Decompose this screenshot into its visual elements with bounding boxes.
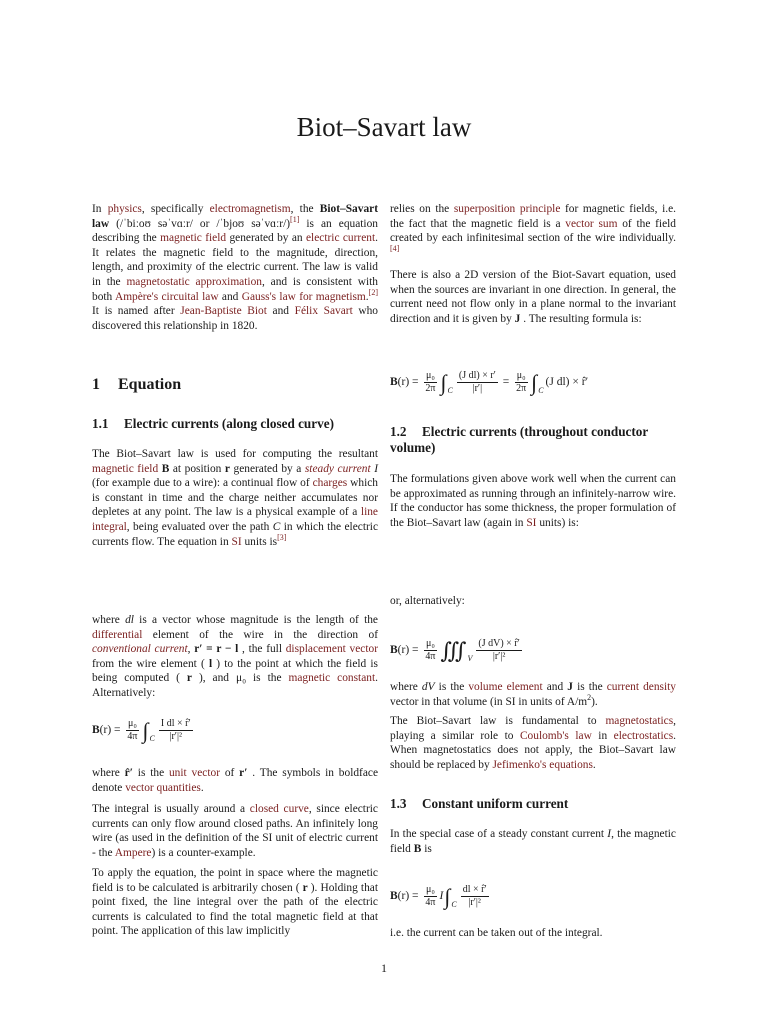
link-jefimenkos-equations[interactable]: Jefimenko's equations	[492, 758, 593, 771]
ref-3[interactable]: [3]	[277, 532, 287, 542]
paragraph-unit-vector: where r̂′ is the unit vector of r′ . The symbols in boldface denote vector quantities.	[92, 767, 379, 794]
equation-volume-integral: B (r) = $\frac{\text{μ₀}}{4\pi}$ ∭ V $\frac{\text{(J dV) × r̂′}}{\text{|r′|²}}$	[390, 637, 520, 664]
paragraph-superposition: relies on the superposition principle for magnetic fields, i.e. the fact that the magnetic field is a vector sum of the field created by each infinitesimal section of the wire individually.[4]	[390, 203, 676, 253]
equation-biot-savart-line: B (r) = $\frac{\text{μ₀}}{4\pi}$ ∫ C $\frac{\text{I dl × r̂′}}{\text{|r′|²}}$	[92, 717, 191, 744]
link-magnetic-field-2[interactable]: magnetic field	[92, 462, 159, 475]
link-steady-current[interactable]: steady current	[304, 462, 371, 475]
paragraph-alternatively: or, alternatively:	[390, 595, 465, 607]
link-si-2[interactable]: SI	[526, 516, 537, 529]
subsection-heading-constant-current: 1.3 Constant uniform current	[390, 796, 569, 811]
link-magnetostatics[interactable]: magnetostatics	[605, 715, 674, 727]
equation-constant-current: B (r) = $\frac{\text{μ₀}}{4\pi}$ I ∫ C $\frac{dl \times r̂'}{\text{|r′|²}}$	[390, 883, 487, 910]
link-electromagnetism[interactable]: electromagnetism	[209, 203, 291, 215]
section-heading-equation: 1 Equation	[92, 376, 182, 393]
paragraph-apply-equation: To apply the equation, the point in space where the magnetic field is to be calculated is arbitrarily chosen ( r ). Holding that point fixed, the line integral over the path of the electric currents is calculated to find the total magnetic field at that point. The application of this law implicitly	[92, 867, 378, 938]
paragraph-magnetostatics: The Biot–Savart law is fundamental to magnetostatics, playing a similar role to Coulomb's law in electrostatics. When magnetostatics does not apply, the Biot–Savart law should be replaced by Jefimenko's equations.	[390, 715, 676, 771]
link-si[interactable]: SI	[231, 535, 242, 548]
paragraph-where-dl: where dl is a vector whose magnitude is the length of the differential element of the wire in the direction of conventional current, r′ = r − l , the full displacement vector from the wire element ( l ) to the point at which the field is being computed ( r ), and μ₀ is the magnetic constant. Alternatively:	[92, 614, 379, 699]
link-coulombs-law[interactable]: Coulomb's law	[519, 729, 592, 742]
link-charges[interactable]: charges	[312, 477, 348, 490]
link-volume-element[interactable]: volume element	[468, 681, 543, 693]
link-physics[interactable]: physics	[107, 203, 142, 215]
link-displacement-vector[interactable]: displacement vector	[285, 643, 378, 656]
link-amperes-law[interactable]: Ampère's circuital law	[114, 290, 219, 303]
link-current-density[interactable]: current density	[606, 681, 676, 693]
subsection-heading-closed-curve: 1.1 Electric currents (along closed curve)	[92, 416, 334, 431]
ref-1[interactable]: [1]	[290, 214, 300, 224]
link-electrostatics[interactable]: electrostatics	[613, 729, 674, 742]
paragraph-closed-curve-integral: The integral is usually around a closed curve, since electric currents can only flow around closed paths. An infinitely long wire (as used in the definition of the SI unit of electric current - the Ampere) is a counter-example.	[92, 803, 378, 859]
paragraph-current-out: i.e. the current can be taken out of the integral.	[390, 927, 603, 939]
paragraph-special-case: In the special case of a steady constant current I, the magnetic field B is	[390, 828, 676, 855]
paragraph-volume-formulation: The formulations given above work well when the current can be approximated as running through an infinitely-narrow wire. If the conductor has some thickness, the proper formulation of the Biot–Savart law (again in SI units) is:	[390, 473, 676, 529]
link-ampere[interactable]: Ampere	[114, 846, 152, 859]
link-magnetic-constant[interactable]: magnetic constant	[288, 672, 376, 685]
link-biot[interactable]: Jean-Baptiste Biot	[180, 305, 267, 318]
link-closed-curve[interactable]: closed curve	[249, 803, 309, 815]
link-vector-quantities[interactable]: vector quantities	[125, 781, 201, 794]
link-line-integral[interactable]: line integral	[92, 506, 378, 533]
intro-paragraph: In physics, specifically electromagnetism, the Biot–Savart law (/ˈbiːoʊ səˈvɑːr/ or /ˈbjoʊ səˈvɑːr/)[1] is an equation describing the magnetic field generated by an electric current. It relates the magnetic field to the magnitude, direction, length, and proximity of the electric current. The law is valid in the magnetostatic approximation, and is consistent with both Ampère's circuital law and Gauss's law for magnetism.[2] It is named after Jean-Baptiste Biot and Félix Savart who discovered this relationship in 1820.	[92, 203, 378, 332]
link-conventional-current[interactable]: conventional current	[92, 643, 188, 656]
link-unit-vector[interactable]: unit vector	[168, 767, 220, 779]
link-magnetic-field[interactable]: magnetic field	[160, 232, 227, 245]
subsection-heading-volume: 1.2 Electric currents (throughout conductor volume)	[390, 424, 648, 455]
page-title: Biot–Savart law	[296, 112, 472, 142]
link-differential[interactable]: differential	[92, 628, 143, 641]
link-electric-current[interactable]: electric current	[306, 232, 376, 245]
link-magnetostatic-approximation[interactable]: magnetostatic approximation	[126, 275, 262, 288]
paragraph-closed-curve: The Biot–Savart law is used for computing the resultant magnetic field B at position r generated by a steady current I (for example due to a wire): a continual flow of charges which is constant in time and the charge neither accumulates nor depletes at any point. The law is a physical example of a line integral, being evaluated over the path C in which the electric currents flow. The equation in SI units is[3]	[92, 448, 378, 548]
paragraph-2d-version: There is also a 2D version of the Biot-Savart equation, used when the sources are invariant in one direction. In general, the current need not flow only in a plane normal to the invariant direction and it is given by J . The resulting formula is:	[390, 269, 676, 325]
equation-2d-biot-savart: B (r) = $\frac{\text{μ₀}}{2\pi}$ ∫ C $\frac{\text{(J dl) × r′}}{|r'|}$ = $\frac{\text{μ₀}}{2\pi}$ ∫ C (J dl) × r̂′	[390, 369, 589, 396]
ref-2[interactable]: [2]	[368, 287, 378, 297]
link-savart[interactable]: Félix Savart	[294, 305, 353, 318]
paragraph-volume-element: where dV is the volume element and J is the current density vector in that volume (in SI in units of $A/m^2$).	[390, 681, 676, 708]
ref-4[interactable]: [4]	[390, 243, 400, 253]
link-gauss-law[interactable]: Gauss's law for magnetism	[241, 290, 366, 303]
link-vector-sum[interactable]: vector sum	[565, 217, 618, 230]
page-number: 1	[381, 961, 387, 975]
link-superposition-principle[interactable]: superposition principle	[453, 203, 561, 215]
